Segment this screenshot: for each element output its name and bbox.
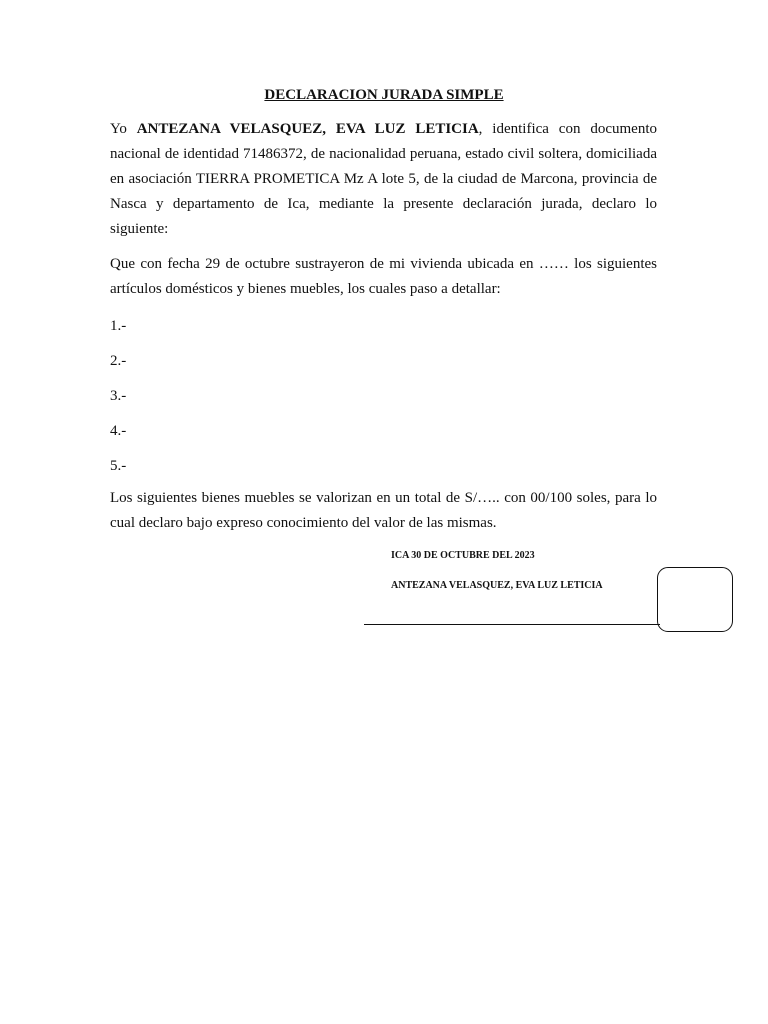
paragraph-prefix: Yo <box>110 121 137 137</box>
theft-paragraph: Que con fecha 29 de octubre sustrayeron de mi vivienda ubicada en …… los siguientes artículos domésticos y bienes muebles, los cuales paso a detallar: <box>110 256 657 297</box>
signature-line <box>364 624 660 625</box>
declarant-name: ANTEZANA VELASQUEZ, EVA LUZ LETICIA <box>136 121 479 137</box>
list-item: 3.- <box>110 388 127 404</box>
document-title: DECLARACION JURADA SIMPLE <box>264 87 504 103</box>
list-item: 4.- <box>110 423 127 439</box>
list-item: 1.- <box>110 318 127 334</box>
list-item: 2.- <box>110 353 127 369</box>
signature-date: ICA 30 DE OCTUBRE DEL 2023 <box>391 550 535 561</box>
declarant-paragraph <box>110 117 657 242</box>
declarant-details: , identifica con documento nacional de identidad 71486372, de nacionalidad peruana, estado civil soltera, domiciliada en asociación TIERRA PROMETICA Mz A lote 5, de la ciudad de Marcona, provincia de Nasca y departamento de Ica, mediante la presente declaración jurada, declaro lo siguiente: <box>110 121 657 237</box>
fingerprint-box <box>657 567 733 632</box>
signature-name: ANTEZANA VELASQUEZ, EVA LUZ LETICIA <box>391 580 603 591</box>
list-item: 5.- <box>110 458 127 474</box>
valuation-paragraph: Los siguientes bienes muebles se valorizan en un total de S/….. con 00/100 soles, para lo cual declaro bajo expreso conocimiento del valor de las mismas. <box>110 490 657 531</box>
